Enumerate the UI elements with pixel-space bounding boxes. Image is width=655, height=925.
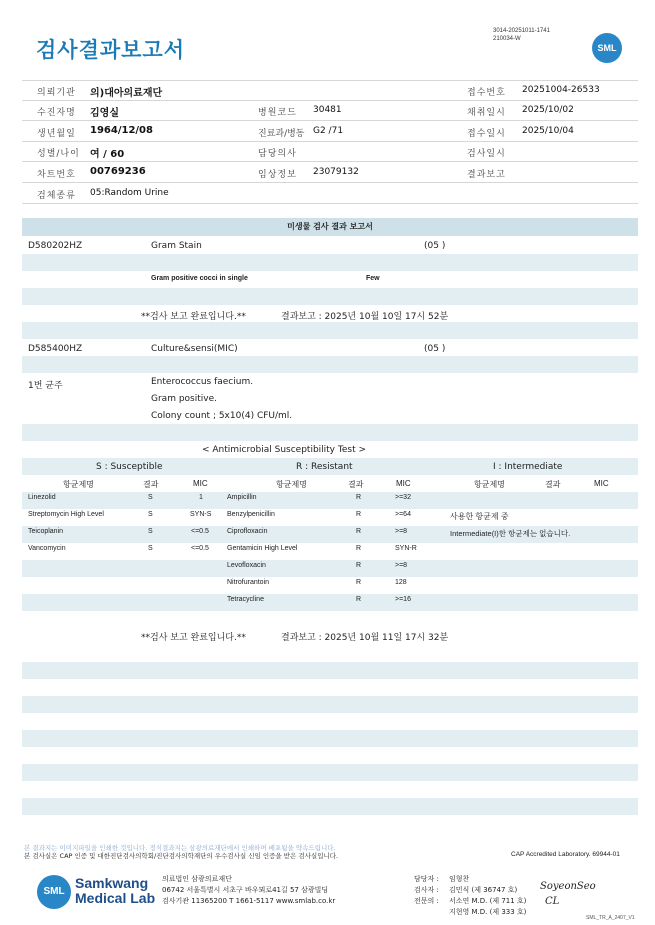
- collect-date-label: 채취일시: [467, 108, 506, 118]
- col-mic-s: MIC: [193, 479, 208, 488]
- col-result-s: 결과: [143, 480, 159, 489]
- doc-code-line2: 210034-W: [493, 36, 521, 42]
- signature-soyeon: SoyeonSeo: [540, 881, 596, 892]
- specialist-value-1: 서소연 M.D. (제 711 호): [449, 897, 527, 905]
- row-band: [22, 492, 638, 509]
- collect-date-value: 2025/10/02: [522, 105, 574, 115]
- organism: Enterococcus faecium.: [151, 377, 254, 387]
- form-code: SML_TR_A_2407_V1: [586, 915, 635, 921]
- intermediate-note-1: 사용한 항균제 중: [450, 512, 509, 521]
- row-band: [22, 424, 638, 441]
- strain-label: 1번 균주: [28, 381, 63, 391]
- requester-label: 의뢰기관: [37, 88, 76, 98]
- s-drug: Streptomycin High Level: [28, 511, 104, 518]
- col-result-i: 결과: [545, 480, 561, 489]
- r-drug: Benzylpenicillin: [227, 511, 275, 518]
- signature-second: CL: [545, 896, 560, 907]
- row-band: [22, 662, 638, 679]
- brand-line-1: Samkwang: [75, 875, 149, 891]
- s-result: S: [148, 545, 153, 552]
- r-drug: Gentamicin High Level: [227, 545, 298, 552]
- sex-age-label: 성별/나이: [37, 149, 80, 159]
- s-result: S: [148, 494, 153, 501]
- row-band: [22, 730, 638, 747]
- receipt-no-label: 접수번호: [467, 88, 506, 98]
- section-title: 미생물 검사 결과 보고서: [22, 218, 638, 236]
- s-mic: <=0.5: [191, 528, 209, 535]
- report-time-1: 결과보고 : 2025년 10월 10일 17시 52분: [281, 312, 449, 322]
- test2-name: Culture&sensi(MIC): [151, 344, 238, 354]
- chart-no-value: 00769236: [90, 166, 146, 177]
- cap-line: CAP Accredited Laboratory. 69944-01: [511, 851, 620, 858]
- test1-name: Gram Stain: [151, 241, 202, 251]
- clinical-value: 23079132: [313, 167, 359, 177]
- r-mic: >=8: [395, 562, 408, 569]
- chart-no-label: 차트번호: [37, 170, 76, 180]
- r-result: R: [356, 562, 362, 569]
- r-header: R : Resistant: [296, 462, 353, 472]
- specimen-value: 05:Random Urine: [90, 188, 169, 198]
- sml-footer-logo: SML: [37, 875, 71, 909]
- intermediate-note-2: Intermediate(I)한 항균제는 없습니다.: [450, 529, 571, 538]
- s-mic: 1: [199, 494, 203, 501]
- r-result: R: [356, 596, 362, 603]
- s-mic: SYN-S: [190, 511, 212, 518]
- org-name: 의료법인 삼광의료재단: [162, 875, 232, 883]
- s-drug: Linezolid: [28, 494, 56, 501]
- divider: [22, 120, 638, 121]
- dept-value: G2 /71: [313, 126, 344, 136]
- s-result: S: [148, 511, 153, 518]
- ast-title: < Antimicrobial Susceptibility Test >: [202, 445, 366, 455]
- done-message-2: **검사 보고 완료입니다.**: [141, 633, 246, 643]
- r-mic: >=64: [395, 511, 411, 518]
- tester-label: 검사자 :: [414, 886, 439, 894]
- row-band: [22, 254, 638, 271]
- print-warning: 본 결과지는 이미지파일을 인쇄한 것입니다. 정식결과지는 삼광의료재단에서 인쇄하며 배포됨을 약속드립니다.: [24, 844, 336, 852]
- s-header: S : Susceptible: [96, 462, 163, 472]
- r-mic: >=16: [395, 596, 411, 603]
- divider: [22, 182, 638, 183]
- row-band: [22, 356, 638, 373]
- org-address: 06742 서울특별시 서초구 바우뫼로41길 57 삼광빌딩: [162, 886, 329, 894]
- org-contact: 검사기관 11365200 T 1661-5117 www.smlab.co.kr: [162, 897, 336, 905]
- s-drug: Vancomycin: [28, 545, 66, 552]
- specimen-label: 검체종류: [37, 191, 76, 201]
- specialist-label: 전문의 :: [414, 897, 439, 905]
- dept-label: 진료과/병동: [258, 129, 305, 139]
- tester-value: 김민식 (제 36747 호): [449, 886, 518, 894]
- r-result: R: [356, 528, 362, 535]
- patient-label: 수진자명: [37, 108, 76, 118]
- r-drug: Levofloxacin: [227, 562, 266, 569]
- divider: [22, 80, 638, 81]
- hospital-code-value: 30481: [313, 105, 342, 115]
- report-label: 결과보고: [467, 170, 506, 180]
- col-result-r: 결과: [348, 480, 364, 489]
- test-date-label: 검사일시: [467, 149, 506, 159]
- r-drug: Ciprofloxacin: [227, 528, 268, 535]
- report-time-2: 결과보고 : 2025년 10월 11일 17시 32분: [281, 633, 449, 643]
- row-band: [22, 288, 638, 305]
- row-band: [22, 764, 638, 781]
- r-mic: >=8: [395, 528, 408, 535]
- col-drug-r: 항균제명: [276, 480, 307, 489]
- row-band: [22, 594, 638, 611]
- r-result: R: [356, 511, 362, 518]
- page-title: 검사결과보고서: [36, 38, 186, 62]
- row-band: [22, 696, 638, 713]
- col-drug-i: 항균제명: [474, 480, 505, 489]
- r-drug: Tetracycline: [227, 596, 264, 603]
- s-drug: Teicoplanin: [28, 528, 64, 535]
- receipt-no-value: 20251004-26533: [522, 85, 600, 95]
- dob-value: 1964/12/08: [90, 125, 153, 136]
- divider: [22, 141, 638, 142]
- brand-name: [75, 876, 155, 906]
- manager-value: 임형찬: [449, 875, 470, 883]
- test1-specimen: (05 ): [424, 241, 446, 251]
- doctor-label: 담당의사: [258, 149, 297, 159]
- colony-count: Colony count ; 5x10(4) CFU/ml.: [151, 411, 293, 421]
- manager-label: 담당자 :: [414, 875, 439, 883]
- gram-amount: Few: [366, 275, 380, 282]
- r-result: R: [356, 494, 362, 501]
- r-drug: Nitrofurantoin: [227, 579, 270, 586]
- s-mic: <=0.5: [191, 545, 209, 552]
- test2-code: D585400HZ: [28, 344, 83, 354]
- gram-line: Gram positive.: [151, 394, 217, 404]
- col-mic-r: MIC: [396, 479, 411, 488]
- col-drug-s: 항균제명: [63, 480, 94, 489]
- divider: [22, 161, 638, 162]
- row-band: [22, 560, 638, 577]
- row-band: [22, 798, 638, 815]
- row-band: [22, 322, 638, 339]
- r-mic: 128: [395, 579, 407, 586]
- receipt-date-value: 2025/10/04: [522, 126, 574, 136]
- r-mic: SYN-R: [395, 545, 417, 552]
- requester-value: 의)대아의료재단: [90, 88, 163, 99]
- r-result: R: [356, 545, 362, 552]
- divider: [22, 203, 638, 204]
- r-mic: >=32: [395, 494, 411, 501]
- brand-line-2: Medical Lab: [75, 890, 156, 906]
- gram-result: Gram positive cocci in single: [151, 275, 248, 282]
- col-mic-i: MIC: [594, 479, 609, 488]
- document-code: [493, 27, 550, 43]
- specialist-value-2: 지현영 M.D. (제 333 호): [449, 908, 527, 916]
- certification-line: 본 검사실은 CAP 인증 및 대한진단검사의학회/진단검사의학재단의 우수검사실 신임 인증을 받은 검사실입니다.: [24, 852, 339, 860]
- patient-value: 김영실: [90, 108, 119, 119]
- test2-specimen: (05 ): [424, 344, 446, 354]
- divider: [22, 100, 638, 101]
- done-message: **검사 보고 완료입니다.**: [141, 312, 246, 322]
- r-result: R: [356, 579, 362, 586]
- dob-label: 생년월일: [37, 129, 76, 139]
- clinical-label: 임상정보: [258, 170, 297, 180]
- r-drug: Ampicillin: [227, 494, 257, 501]
- i-header: I : Intermediate: [493, 462, 563, 472]
- sml-logo: SML: [592, 33, 622, 63]
- test1-code: D580202HZ: [28, 241, 83, 251]
- hospital-code-label: 병원코드: [258, 108, 297, 118]
- doc-code-line1: 3014-20251011-1741: [493, 28, 550, 34]
- sex-age-value: 여 / 60: [90, 149, 125, 160]
- s-result: S: [148, 528, 153, 535]
- receipt-date-label: 접수일시: [467, 129, 506, 139]
